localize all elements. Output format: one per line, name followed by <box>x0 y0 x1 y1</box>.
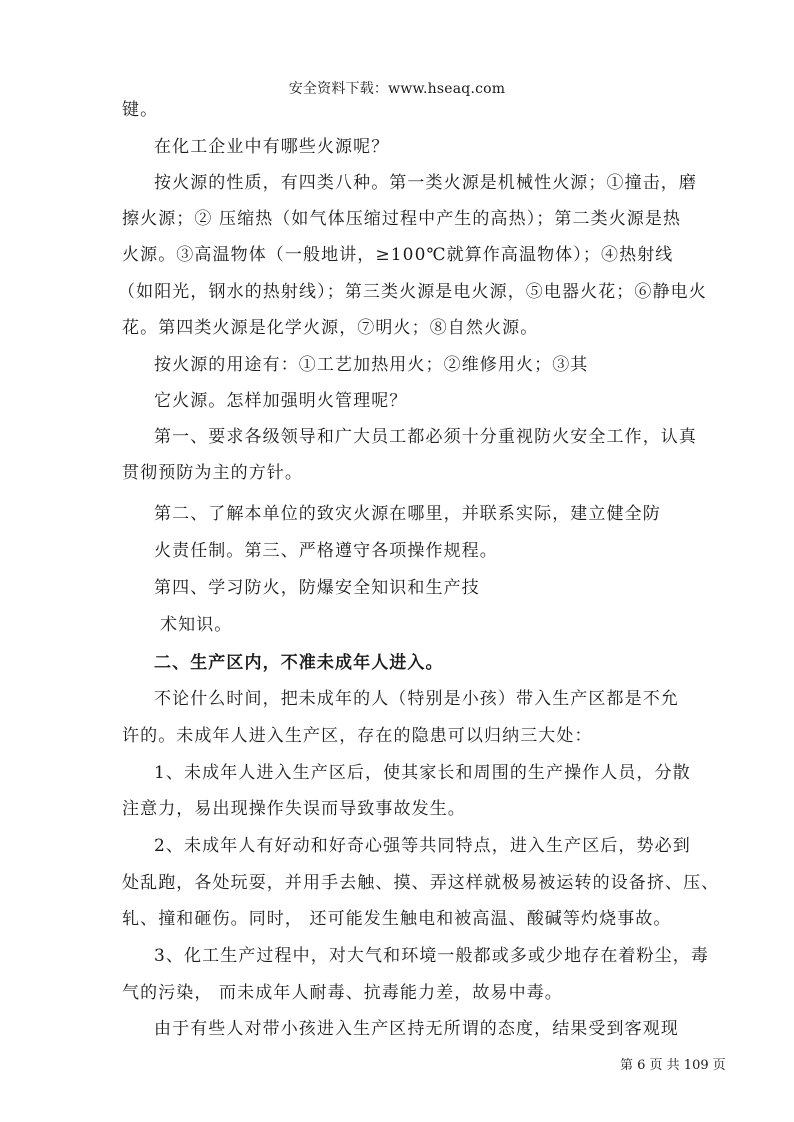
text-line: 在化工企业中有哪些火源呢？ <box>154 137 390 157</box>
text-line: （如阳光，钢水的热射线）；第三类火源是电火源，⑤电器火花；⑥静电火 <box>118 282 707 302</box>
text-line: 它火源。怎样加强明火管理呢？ <box>154 391 408 411</box>
text-line: 按火源的性质，有四类八种。第一类火源是机械性火源；①撞击，磨 <box>154 173 697 193</box>
text-line: 1、未成年人进入生产区后，使其家长和周围的生产操作人员，分散 <box>154 763 691 783</box>
text-line: 3、化工生产过程中，对大气和环境一般都或多或少地存在着粉尘，毒 <box>154 946 709 966</box>
text-line: 按火源的用途有：①工艺加热用火；②维修用火；③其 <box>154 355 589 375</box>
text-line: 许的。未成年人进入生产区，存在的隐患可以归纳三大处： <box>122 726 593 746</box>
text-line: 擦火源；② 压缩热（如气体压缩过程中产生的高热）；第二类火源是热 <box>122 209 682 229</box>
text-line: 2、未成年人有好动和好奇心强等共同特点，进入生产区后，势必到 <box>154 836 691 856</box>
text-line: 轧、撞和砸伤。同时， 还可能发生触电和被高温、酸碱等灼烧事故。 <box>122 909 672 929</box>
text-line: 不论什么时间，把未成年的人（特别是小孩）带入生产区都是不允 <box>154 689 679 709</box>
text-line: 术知识。 <box>160 615 233 635</box>
text-line: 处乱跑，各处玩耍，并用手去触、摸、弄这样就极易被运转的设备挤、压、 <box>122 873 720 893</box>
text-line: 键。 <box>122 100 159 120</box>
section-heading: 二、生产区内，不准未成年人进入。 <box>154 653 444 673</box>
page-footer: 第 6 页 共 109 页 <box>620 1058 726 1073</box>
text-line: 注意力，易出现操作失误而导致事故发生。 <box>122 799 466 819</box>
text-line: 第一、要求各级领导和广大员工都必须十分重视防火安全工作，认真 <box>154 427 697 447</box>
text-line: 第二、了解本单位的致灾火源在哪里，并联系实际，建立健全防 <box>154 504 661 524</box>
page-header: 安全资料下载：www.hseaq.com <box>288 81 506 97</box>
text-line: 由于有些人对带小孩进入生产区持无所谓的态度，结果受到客观现 <box>154 1019 679 1039</box>
text-line: 气的污染， 而未成年人耐毒、抗毒能力差，故易中毒。 <box>122 983 563 1003</box>
text-line: 火源。③高温物体（一般地讲，≥100℃就算作高温物体）；④热射线 <box>122 245 674 265</box>
text-line: 贯彻预防为主的方针。 <box>122 463 303 483</box>
text-line: 花。第四类火源是化学火源，⑦明火；⑧自然火源。 <box>122 318 539 338</box>
text-line: 第四、学习防火，防爆安全知识和生产技 <box>154 578 480 598</box>
text-line: 火责任制。第三、严格遵守各项操作规程。 <box>154 541 498 561</box>
